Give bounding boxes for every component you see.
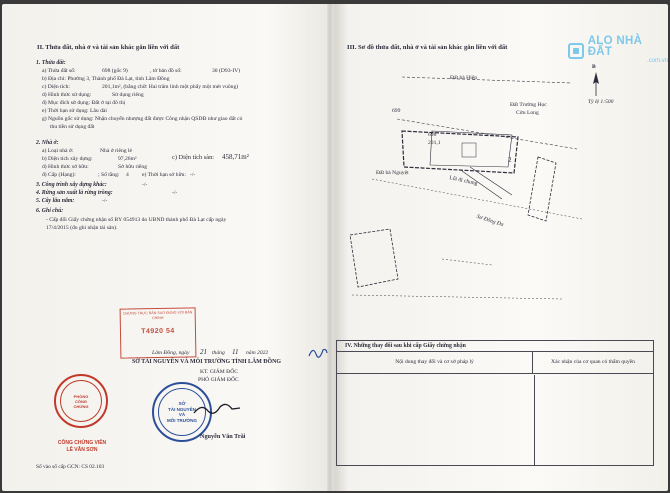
issuer-name: SỞ TÀI NGUYÊN VÀ MÔI TRƯỜNG TỈNH LÂM ĐỒNG (132, 359, 281, 365)
date-day: 21 (200, 348, 207, 356)
page-fold (327, 4, 333, 491)
watermark-text: ALO NHÀ ĐẤT (587, 35, 643, 58)
section-iii-title: III. Sơ đồ thửa đất, nhà ở và tài sản khác gắn liền với đất (347, 44, 508, 51)
date-month-label: tháng (212, 350, 225, 356)
house-type-line: a) Loại nhà ở: (42, 148, 74, 154)
map-sheet-label: , tờ bản đồ số: (150, 68, 182, 74)
date-prefix: Lâm Đồng, ngày (152, 350, 190, 356)
floors-value: 4 (126, 172, 129, 178)
date-month: 11 (232, 348, 239, 356)
address-line: b) Địa chỉ: Phường 3, Thành phố Đà Lạt, tỉnh Lâm Đồng (42, 76, 170, 82)
perennial-heading: 5. Cây lâu năm: (36, 198, 75, 204)
label-area: 201,1 (428, 140, 441, 146)
house-logo-icon (568, 43, 584, 59)
kt-director: KT. GIÁM ĐỐC (200, 369, 238, 375)
forest-value: -/- (172, 190, 178, 196)
ownership-value: Sở hữu riêng (118, 164, 147, 170)
watermark (568, 36, 668, 65)
deputy-director: PHÓ GIÁM ĐỐC (198, 377, 239, 383)
map-scale: Tỷ lệ 1:500 (588, 99, 614, 105)
director-signature (192, 399, 242, 419)
changes-table (336, 340, 654, 466)
column-divider (534, 375, 535, 465)
col-confirmation: Xác nhận của cơ quan có thẩm quyền (551, 359, 635, 365)
other-works-heading: 3. Công trình xây dựng khác: (36, 182, 107, 188)
build-area-value: 97,26m² (118, 156, 137, 162)
label-698: 698 (428, 132, 437, 138)
map-sheet-number: 30 (D93-IV) (212, 68, 241, 74)
col-change-content: Nội dung thay đổi và cơ sở pháp lý (337, 352, 533, 373)
origin-line: g) Nguồn gốc sử dụng: Nhận chuyển nhượng đất được Công nhận QSDĐ như giao đất có (42, 116, 243, 122)
area-line: c) Diện tích: (42, 84, 70, 90)
area-value: 201,1m², (bằng chữ: Hai trăm linh một phẩy một mét vuông) (102, 84, 239, 90)
purpose-line: đ) Mục đích sử dụng: Đất ở tại đô thị (42, 100, 126, 106)
changes-table-header (337, 352, 653, 374)
notary-title: CÔNG CHỨNG VIÊN (57, 440, 107, 446)
ownership-term-value: -/- (190, 172, 196, 178)
floors-label: ; Số tầng: (98, 172, 120, 178)
entry-number: Số vào sổ cấp GCN: CS 02.103 (36, 464, 105, 470)
blue-initial-signature (307, 344, 329, 360)
origin-line-2: thu tiền sử dụng đất (50, 124, 95, 130)
certificate-sheet (2, 4, 668, 491)
north-arrow-icon (588, 64, 604, 104)
department-seal: SỞ TÀI NGUYÊN VÀ MÔI TRƯỜNG (152, 382, 212, 442)
date-year: năm 2022 (246, 350, 269, 356)
label-lane: Lối đi chung (448, 175, 478, 187)
signer-name: Nguyễn Văn Trãi (200, 433, 246, 440)
house-type-value: Nhà ở riêng lẻ (100, 148, 133, 154)
other-works-value: -/- (142, 182, 148, 188)
north-label: B (592, 64, 596, 70)
land-heading: 1. Thửa đất: (36, 60, 66, 66)
label-hiep: Đất bà Hiệp (450, 75, 478, 81)
ownership-term-label: e) Thời hạn sở hữu: (142, 172, 186, 178)
note-line-1: - Cấp đổi Giấy chứng nhận số BY 054913 do UBND thành phố Đà Lạt cấp ngày (46, 217, 227, 223)
changes-table-title: IV. Những thay đổi sau khi cấp Giấy chứng nhận (337, 341, 653, 352)
watermark-sub: .com.vn (646, 58, 668, 64)
grade-line: đ) Cấp (Hạng): (42, 172, 76, 178)
parcel-number: 698 (gốc 9) (102, 68, 128, 74)
perennial-value: -/- (102, 198, 108, 204)
section-ii-title: II. Thửa đất, nhà ở và tài sản khác gắn liền với đất (37, 44, 180, 51)
notary-seal: PHÒNG CÔNG CHỨNG (54, 374, 108, 428)
label-699: 699 (392, 108, 401, 114)
use-form-value: Sử dụng riêng (112, 92, 144, 98)
floor-area-value: 458,71m² (222, 153, 249, 161)
ownership-line: d) Hình thức sở hữu: (42, 164, 89, 170)
parcel-line: a) Thửa đất số: (42, 68, 76, 74)
label-nguyet: Đất bà Nguyệt (376, 170, 409, 176)
label-2: 2 (508, 156, 512, 164)
house-heading: 2. Nhà ở: (36, 140, 59, 146)
term-line: e) Thời hạn sử dụng: Lâu dài (42, 108, 107, 114)
build-area-line: b) Diện tích xây dựng: (42, 156, 93, 162)
notes-heading: 6. Ghi chú: (36, 208, 64, 214)
forest-heading: 4. Rừng sản xuất là rừng trồng: (36, 190, 113, 196)
label-school-2: Cửu Long (516, 110, 539, 116)
label-road: Sư Đồng Đa (475, 213, 505, 229)
certified-copy-stamp: CHỨNG THỰC BẢN SAO ĐÚNG VỚI BẢN CHÍNH T4920 54 (120, 307, 197, 358)
stamp-number: T4920 54 (141, 327, 175, 336)
floor-area-label: c) Diện tích sàn: (172, 154, 215, 161)
label-school: Đất Trường Học (510, 102, 547, 108)
notary-name: LÊ VĂN SƠN (66, 447, 98, 453)
note-line-2: 17/4/2015 (đo ghi nhận tài sản). (46, 225, 118, 231)
use-form-line: d) Hình thức sử dụng: (42, 92, 92, 98)
